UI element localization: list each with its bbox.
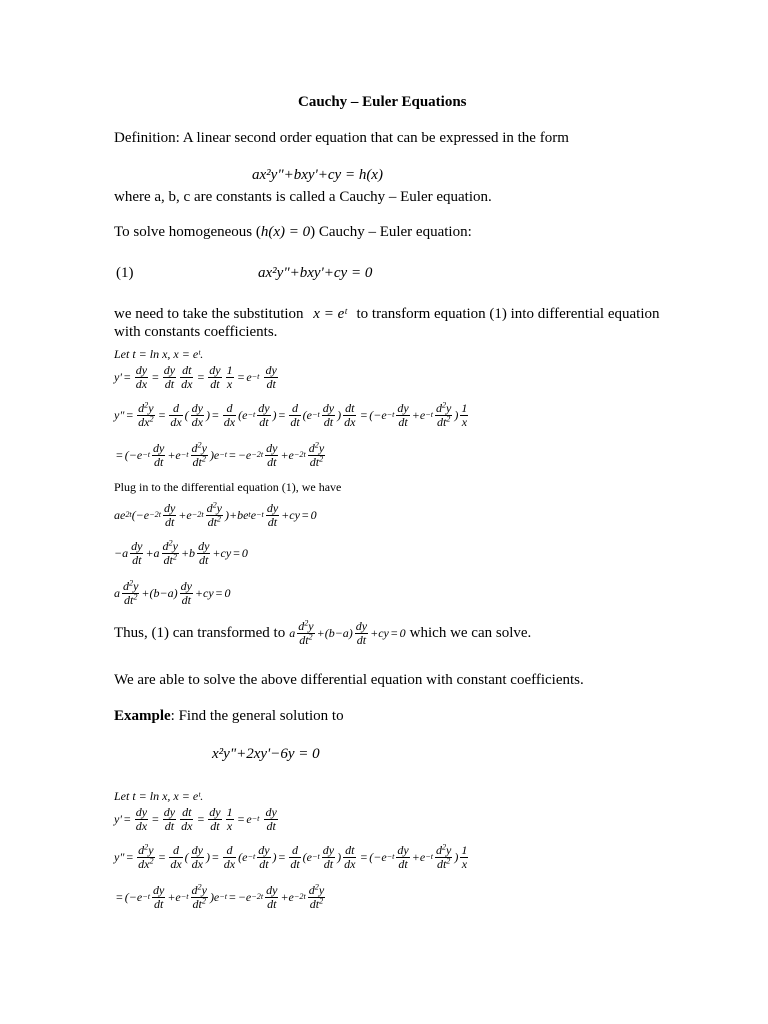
first-derivative-equation: y' = $\frac{dy}{dx}$ = $\frac{dy}{dt}$ $\frac{dt}{dx}$ = $\frac{dy}{dt}$ $\frac{1}{x}$ = e −t $\frac{dy}{dt}$ xyxy=(114,363,277,391)
where-text: where a, b, c are constants is called a Cauchy – Euler equation. xyxy=(114,189,492,205)
example-line xyxy=(114,708,344,725)
example-second-derivative: y" = $\frac{d^2y}{dx^2}$ = $\frac{d}{dx}$ ( $\frac{dy}{dx}$ ) = $\frac{d}{dx}$ (e −t $\frac{dy}{dt}$ ) = $\frac{d}{dt}$ (e −t $\frac{dy}{dt}$ ) $\frac{dt}{dx}$ = (−e −t $\frac{dy}{dt}$ +e −t $\frac{d^2y}{dt^2}$ ) $\frac{1}{x}$ xyxy=(114,842,468,871)
simplified-equation: −a $\frac{dy}{dt}$ +a $\frac{d^2y}{dt^2}$ +b $\frac{dy}{dt}$ +cy = 0 xyxy=(114,538,248,567)
let-line: Let t = ln x, x = eᵗ. xyxy=(114,347,204,361)
thus-equation: a $\frac{d^2y}{dt^2}$ +(b−a) $\frac{dy}{dt}$ +cy = 0 xyxy=(289,618,406,647)
definition-text: Definition: A linear second order equation that can be expressed in the form xyxy=(114,130,569,146)
substitution-line xyxy=(114,306,659,323)
example-text: : Find the general solution to xyxy=(170,708,344,724)
substitution-equation: x = eᵗ xyxy=(313,306,347,322)
substitution-line-2: with constants coefficients. xyxy=(114,324,278,340)
page-title: Cauchy – Euler Equations xyxy=(298,94,467,110)
plug-in-text: Plug in to the differential equation (1), we have xyxy=(114,480,342,494)
homogeneous-condition: h(x) = 0 xyxy=(260,224,311,240)
substitution-prefix: we need to take the substitution xyxy=(114,306,304,322)
substitution-suffix: to transform equation (1) into differential equation xyxy=(356,306,660,322)
general-equation: ax²y"+bxy'+cy = h(x) xyxy=(252,167,383,183)
homogeneous-line xyxy=(114,224,472,241)
equation-1-label: (1) xyxy=(116,265,134,281)
thus-suffix: which we can solve. xyxy=(409,624,532,641)
able-text: We are able to solve the above differential equation with constant coefficients. xyxy=(114,672,584,688)
homogeneous-prefix: To solve homogeneous ( xyxy=(114,224,261,240)
second-derivative-continued: = (−e −t $\frac{dy}{dt}$ +e −t $\frac{d^2y}{dt^2}$ )e −t = −e −2t $\frac{dy}{dt}$ +e −2t $\frac{d^2y}{dt^2}$ xyxy=(116,440,325,469)
substituted-equation: ae 2t (−e −2t $\frac{dy}{dt}$ +e −2t $\frac{d^2y}{dt^2}$ )+be t e −t $\frac{dy}{dt}$ +cy = 0 xyxy=(114,500,317,529)
example-first-derivative: y' = $\frac{dy}{dx}$ = $\frac{dy}{dt}$ $\frac{dt}{dx}$ = $\frac{dy}{dt}$ $\frac{1}{x}$ = e −t $\frac{dy}{dt}$ xyxy=(114,805,277,833)
equation-1: ax²y"+bxy'+cy = 0 xyxy=(258,265,373,281)
example-label: Example xyxy=(114,708,171,724)
homogeneous-suffix: ) Cauchy – Euler equation: xyxy=(310,224,472,240)
transformed-equation: a $\frac{d^2y}{dt^2}$ +(b−a) $\frac{dy}{dt}$ +cy = 0 xyxy=(114,578,231,607)
example-second-derivative-continued: = (−e −t $\frac{dy}{dt}$ +e −t $\frac{d^2y}{dt^2}$ )e −t = −e −2t $\frac{dy}{dt}$ +e −2t $\frac{d^2y}{dt^2}$ xyxy=(116,882,325,911)
second-derivative-equation: y" = $\frac{d^2y}{dx^2}$ = $\frac{d}{dx}$ ( $\frac{dy}{dx}$ ) = $\frac{d}{dx}$ (e −t $\frac{dy}{dt}$ ) = $\frac{d}{dt}$ (e −t $\frac{dy}{dt}$ ) $\frac{dt}{dx}$ = (−e −t $\frac{dy}{dt}$ +e −t $\frac{d^2y}{dt^2}$ ) $\frac{1}{x}$ xyxy=(114,400,468,429)
example-equation: x²y"+2xy'−6y = 0 xyxy=(212,746,320,762)
let-line-2: Let t = ln x, x = eᵗ. xyxy=(114,789,204,803)
thus-line xyxy=(114,620,531,646)
thus-prefix: Thus, (1) can transformed to xyxy=(114,624,286,641)
